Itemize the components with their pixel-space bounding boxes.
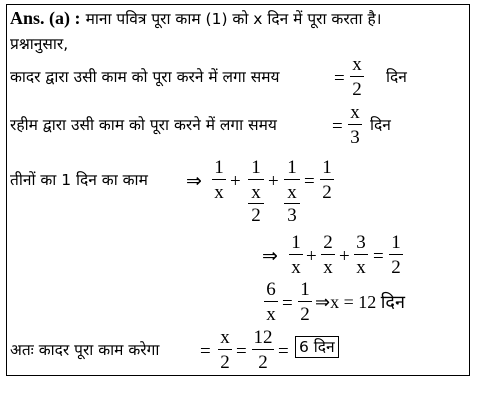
- line6-arrow: ⇒: [262, 246, 278, 267]
- solution-line-2: प्रश्नानुसार,: [10, 35, 69, 53]
- line8-equals-3: =: [278, 341, 289, 362]
- line8-fraction-2: 12 2: [253, 327, 273, 373]
- line4-unit: दिन: [370, 116, 391, 134]
- line6-plus-1: +: [306, 246, 317, 267]
- line8-text: अतः कादर पूरा काम करेगा: [10, 341, 160, 359]
- line3-num: x: [352, 54, 362, 75]
- line5-fraction-2: 1 x 2: [248, 158, 264, 225]
- line6-equals: =: [373, 246, 384, 267]
- line6-fraction-1: 1 x: [289, 233, 303, 277]
- line7-fraction-left: 6 x: [264, 280, 278, 324]
- line4-num: x: [350, 102, 360, 123]
- line5-fraction-1: 1 x: [212, 158, 226, 202]
- line8-equals-1: =: [200, 341, 211, 362]
- line7-equals: =: [282, 293, 293, 314]
- line3-equals: =: [334, 68, 345, 89]
- line5-fraction-3: 1 x 3: [284, 158, 300, 225]
- line8-equals-2: =: [236, 341, 247, 362]
- line6-plus-2: +: [339, 246, 350, 267]
- final-answer: 6 दिन: [295, 336, 339, 358]
- answer-label: Ans. (a) :: [10, 8, 81, 28]
- line5-equals: =: [304, 171, 315, 192]
- line1-text: माना पवित्र पूरा काम (1) को x दिन में पूरा करता है।: [85, 10, 382, 28]
- line6-fraction-2: 2 x: [321, 233, 335, 277]
- line5-text: तीनों का 1 दिन का काम: [10, 171, 148, 189]
- line7-fraction-right: 1 2: [298, 280, 312, 324]
- line8-fraction-1: x 2: [218, 328, 232, 372]
- line4-equals: =: [332, 116, 343, 137]
- line5-arrow: ⇒: [186, 171, 202, 192]
- line4-fraction: [348, 103, 362, 147]
- line3-den: 2: [352, 79, 362, 100]
- line4-den: 3: [350, 127, 360, 148]
- line5-plus-2: +: [268, 171, 279, 192]
- line3-fraction: [350, 55, 364, 99]
- line3-text: कादर द्वारा उसी काम को पूरा करने में लगा समय: [10, 68, 280, 86]
- line4-text: रहीम द्वारा उसी काम को पूरा करने में लगा समय: [10, 116, 277, 134]
- line6-result: 1 2: [389, 233, 403, 277]
- line5-result: 1 2: [320, 158, 334, 202]
- line6-fraction-3: 3 x: [354, 233, 368, 277]
- line3-unit: दिन: [386, 68, 407, 86]
- line7-result: ⇒x = 12 दिन: [315, 292, 405, 312]
- line5-plus-1: +: [230, 171, 241, 192]
- solution-line-1: [10, 9, 382, 28]
- final-answer-box: [295, 339, 339, 356]
